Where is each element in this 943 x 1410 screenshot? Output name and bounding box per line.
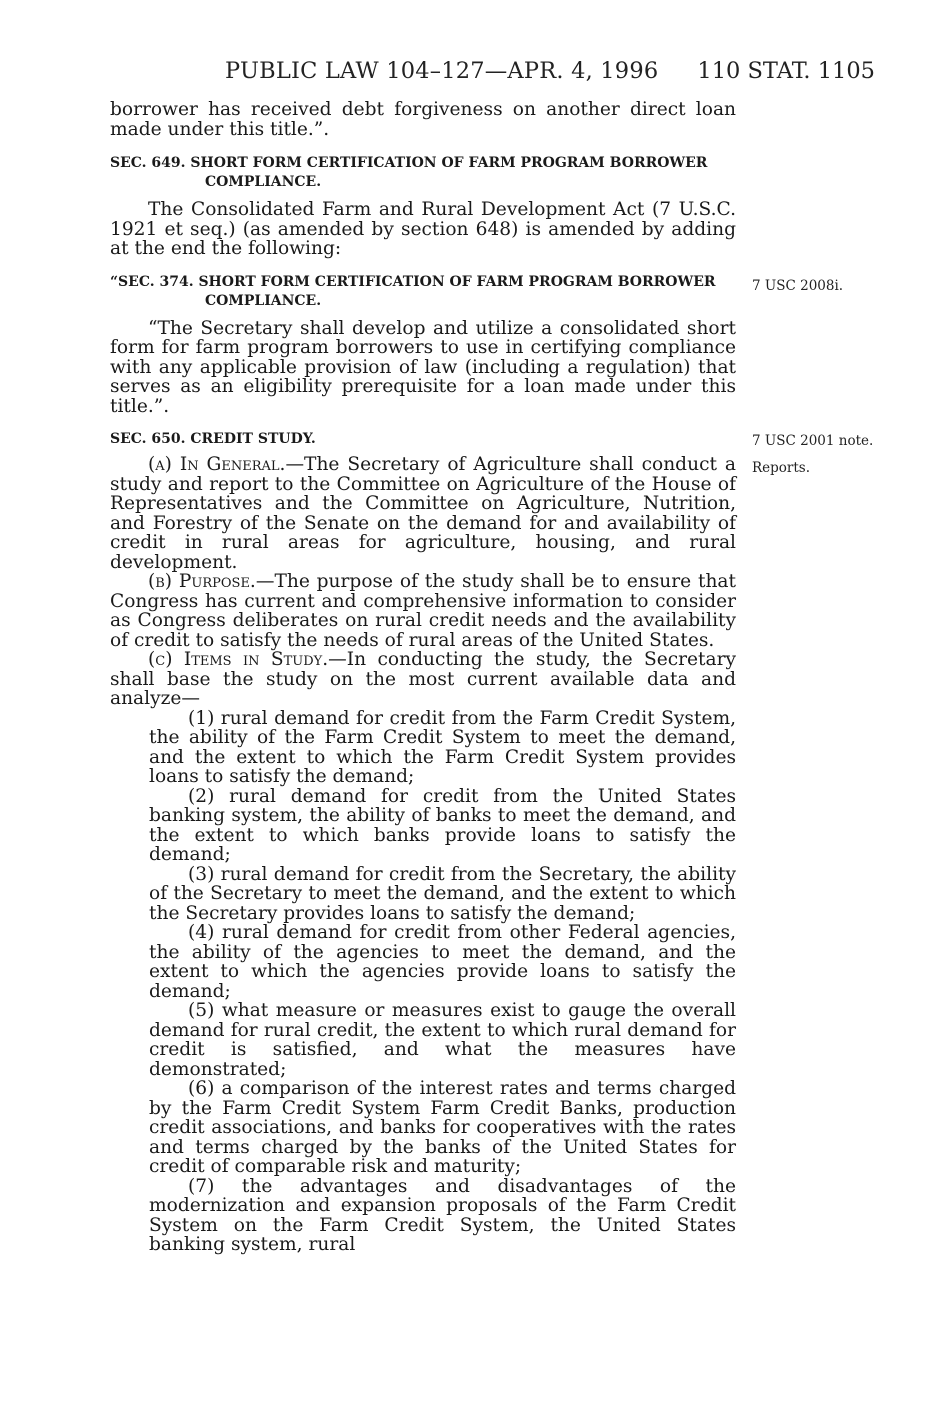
subsection-c-label: (c) Items in Study.: [148, 649, 329, 670]
section-649-heading: SEC. 649. SHORT FORM CERTIFICATION OF FARM PROGRAM BORROWER COMPLIANCE.: [110, 155, 708, 190]
list-item: (3) rural demand for credit from the Secretary, the ability of the Secretary to meet the demand, and the extent to which the Secretary provides loans to satisfy the demand;: [149, 863, 736, 924]
list-item: (2) rural demand for credit from the United States banking system, the ability of banks to meet the demand, and the extent to which banks provide loans to satisfy the demand;: [149, 785, 736, 865]
section-650-heading: SEC. 650. CREDIT STUDY.: [110, 431, 316, 447]
document-body: [110, 100, 736, 1255]
subsection-a: [110, 455, 736, 572]
section-374-text: “The Secretary shall develop and utilize a consolidated short form for farm program borrowers to use in certifying compliance with any applicable provision of law (including a regulation) that serves as an eligibility prerequisite for a loan made under this title.”.: [110, 317, 736, 417]
list-item: (6) a comparison of the interest rates and terms charged by the Farm Credit System Farm Credit Banks, production credit associations, and banks for cooperatives with the rates and terms charged by the banks of the United States for credit of comparable risk and maturity;: [149, 1078, 736, 1177]
subsection-b-text: —The purpose of the study shall be to ensure that Congress has current and comprehensive information to consider as Congress deliberates on rural credit needs and the availability of credit to satisfy the needs of rural areas of the United States.: [110, 571, 736, 651]
subsection-c: [110, 650, 736, 709]
subsection-b: [110, 572, 736, 650]
margin-note-reports: Reports.: [752, 460, 811, 476]
section-374-heading: “SEC. 374. SHORT FORM CERTIFICATION OF FARM PROGRAM BORROWER COMPLIANCE.: [110, 273, 716, 309]
margin-note-usc-2008i: 7 USC 2008i.: [752, 278, 844, 294]
list-item: (1) rural demand for credit from the Farm Credit System, the ability of the Farm Credit System to meet the demand, and the extent to which the Farm Credit System provides loans to satisfy the demand;: [149, 707, 736, 787]
subsection-a-label: (a) In General.: [148, 454, 286, 475]
statute-page-reference: 110 STAT. 1105: [697, 58, 875, 84]
list-item: (5) what measure or measures exist to gauge the overall demand for rural credit, the extent to which rural demand for credit is satisfied, and what the measures have demonstrated;: [149, 1000, 736, 1080]
page-header: [225, 56, 875, 86]
list-item: (4) rural demand for credit from other Federal agencies, the ability of the agencies to meet the demand, and the extent to which the agencies provide loans to satisfy the demand;: [149, 922, 736, 1002]
list-item: (7) the advantages and disadvantages of the modernization and expansion proposals of the Farm Credit System on the Farm Credit System, the United States banking system, rural: [149, 1175, 736, 1255]
section-649-text: The Consolidated Farm and Rural Development Act (7 U.S.C. 1921 et seq.) (as amended by section 648) is amended by adding at the end the following:: [110, 199, 736, 259]
subsection-a-text: —The Secretary of Agriculture shall conduct a study and report to the Committee on Agriculture of the House of Representatives and the Committee on Agriculture, Nutrition, and Forestry of the Senate on the demand for and availability of credit in rural areas for agriculture, housing, and rural development.: [110, 454, 736, 573]
margin-note-usc-2001-note: 7 USC 2001 note.: [752, 433, 874, 449]
subsection-c-text: —In conducting the study, the Secretary shall base the study on the most current available data and analyze—: [110, 649, 736, 709]
subsection-b-label: (b) Purpose.: [148, 571, 256, 592]
continuation-text: borrower has received debt forgiveness on another direct loan made under this title.”.: [110, 99, 736, 140]
running-head: PUBLIC LAW 104–127—APR. 4, 1996: [225, 58, 659, 84]
